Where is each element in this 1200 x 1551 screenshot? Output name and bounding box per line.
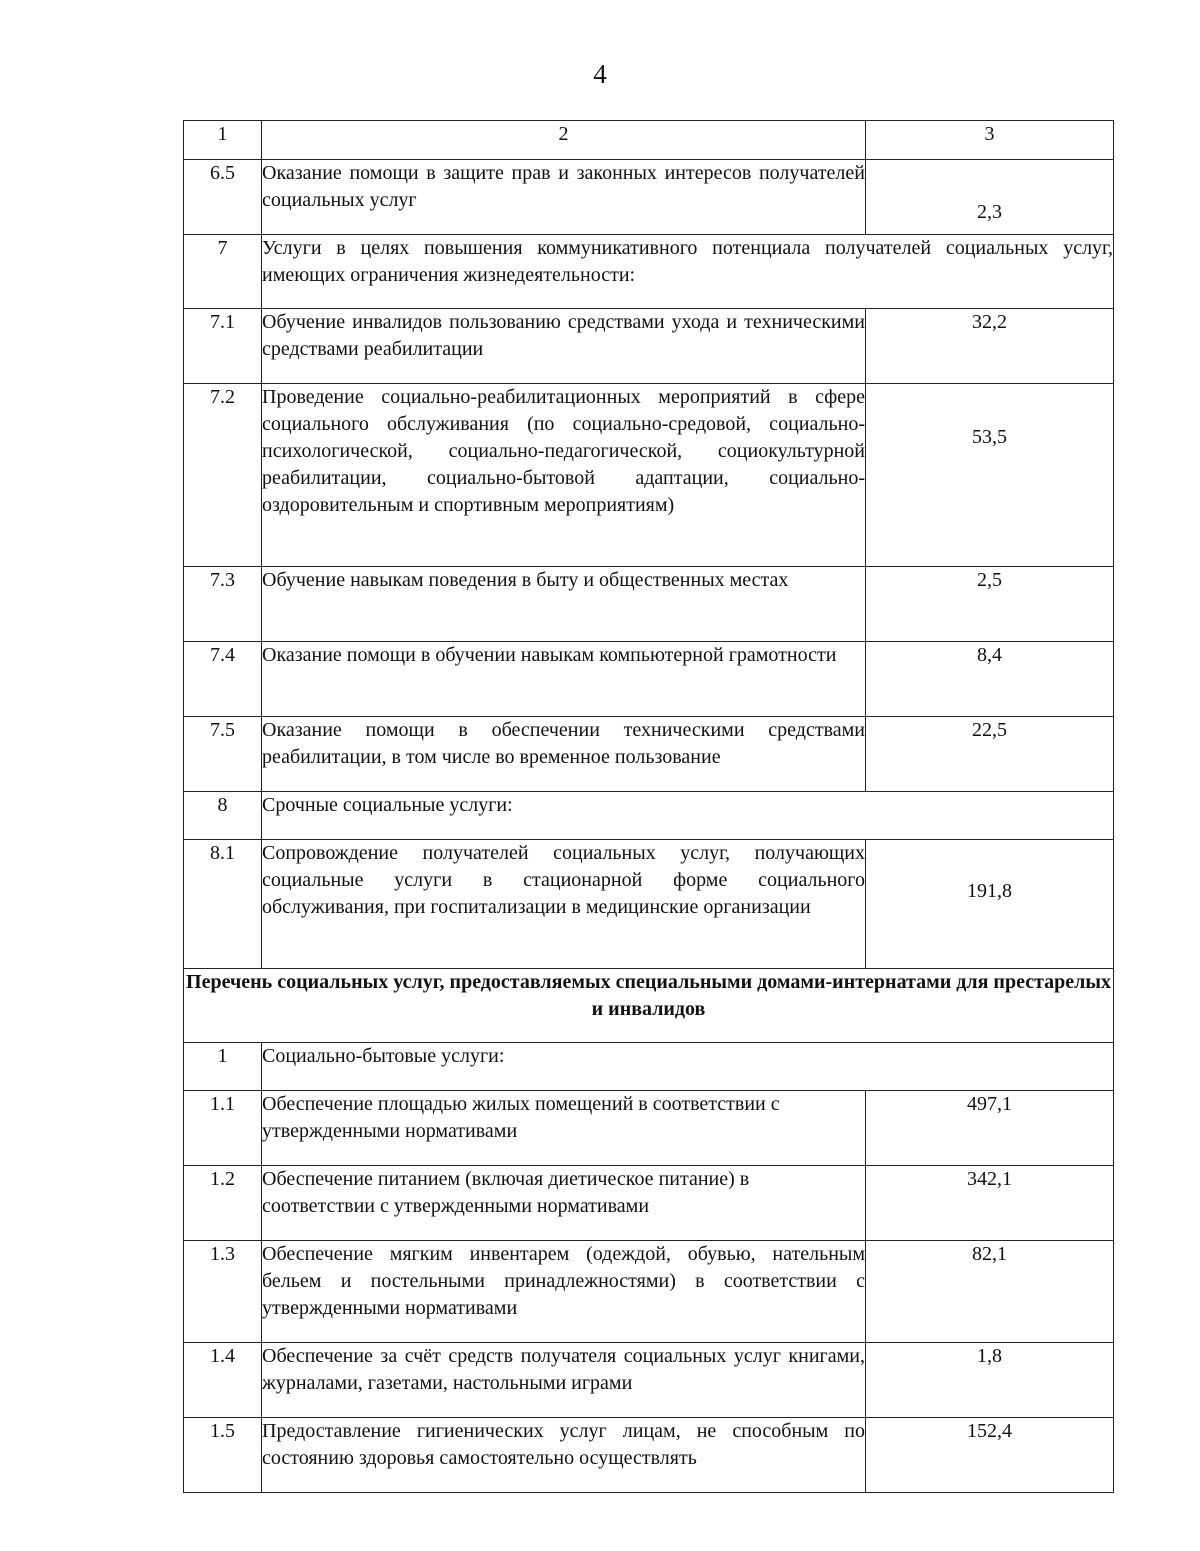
header-col-2: 2 [262,121,866,160]
service-name: Предоставление гигиенических услуг лицам, не способным по состоянию здоровья самостоятельно осуществлять [262,1418,866,1493]
row-number: 7 [184,235,262,309]
header-col-1: 1 [184,121,262,160]
section-title-row [184,969,1114,1043]
service-value: 8,4 [866,642,1114,717]
service-value: 32,2 [866,309,1114,384]
row-number: 8.1 [184,840,262,969]
group-name: Срочные социальные услуги: [262,792,1114,840]
service-name: Обучение навыкам поведения в быту и общественных местах [262,567,866,642]
table-row [184,717,1114,792]
table-row [184,642,1114,717]
row-number: 1.5 [184,1418,262,1493]
service-value: 53,5 [866,384,1114,567]
table-header-row [184,121,1114,160]
section-title: Перечень социальных услуг, предоставляемых специальными домами-интернатами для престарелых и инвалидов [184,969,1114,1043]
service-value: 2,5 [866,567,1114,642]
service-value: 2,3 [866,160,1114,235]
table-row [184,1043,1114,1091]
table-row [184,384,1114,567]
service-name: Оказание помощи в защите прав и законных интересов получателей социальных услуг [262,160,866,235]
table-row [184,160,1114,235]
table-row [184,1241,1114,1343]
row-number: 1.2 [184,1166,262,1241]
row-number: 8 [184,792,262,840]
table-row [184,235,1114,309]
row-number: 7.5 [184,717,262,792]
service-name: Оказание помощи в обеспечении техническими средствами реабилитации, в том числе во временное пользование [262,717,866,792]
service-value: 82,1 [866,1241,1114,1343]
row-number: 1.1 [184,1091,262,1166]
service-value: 152,4 [866,1418,1114,1493]
row-number: 1.4 [184,1343,262,1418]
group-name: Социально-бытовые услуги: [262,1043,1114,1091]
table-row [184,792,1114,840]
service-name: Проведение социально-реабилитационных мероприятий в сфере социального обслуживания (по социально-средовой, социально-психологической, социально-педагогической, социокультурной реабилитации, социально-бытовой адаптации, социально-оздоровительным и спортивным мероприятиям) [262,384,866,567]
service-value: 1,8 [866,1343,1114,1418]
row-number: 1 [184,1043,262,1091]
services-table [183,120,1114,1493]
table-row [184,1343,1114,1418]
table-row [184,840,1114,969]
service-value: 191,8 [866,840,1114,969]
service-name: Обеспечение площадью жилых помещений в соответствии с утвержденными нормативами [262,1091,866,1166]
service-name: Обеспечение мягким инвентарем (одеждой, обувью, нательным бельем и постельными принадлежностями) в соответствии с утвержденными нормативами [262,1241,866,1343]
group-name: Услуги в целях повышения коммуникативного потенциала получателей социальных услуг, имеющих ограничения жизнедеятельности: [262,235,1114,309]
service-value: 22,5 [866,717,1114,792]
page-number: 4 [593,59,607,89]
service-value: 342,1 [866,1166,1114,1241]
table-row [184,567,1114,642]
service-name: Обучение инвалидов пользованию средствами ухода и техническими средствами реабилитации [262,309,866,384]
service-name: Сопровождение получателей социальных услуг, получающих социальные услуги в стационарной форме социального обслуживания, при госпитализации в медицинские организации [262,840,866,969]
row-number: 1.3 [184,1241,262,1343]
row-number: 7.4 [184,642,262,717]
row-number: 6.5 [184,160,262,235]
row-number: 7.2 [184,384,262,567]
service-name: Обеспечение питанием (включая диетическое питание) в соответствии с утвержденными нормативами [262,1166,866,1241]
table-row [184,1166,1114,1241]
row-number: 7.3 [184,567,262,642]
service-value: 497,1 [866,1091,1114,1166]
row-number: 7.1 [184,309,262,384]
table-row [184,309,1114,384]
table-row [184,1418,1114,1493]
service-name: Оказание помощи в обучении навыкам компьютерной грамотности [262,642,866,717]
service-name: Обеспечение за счёт средств получателя социальных услуг книгами, журналами, газетами, настольными играми [262,1343,866,1418]
header-col-3: 3 [866,121,1114,160]
table-row [184,1091,1114,1166]
